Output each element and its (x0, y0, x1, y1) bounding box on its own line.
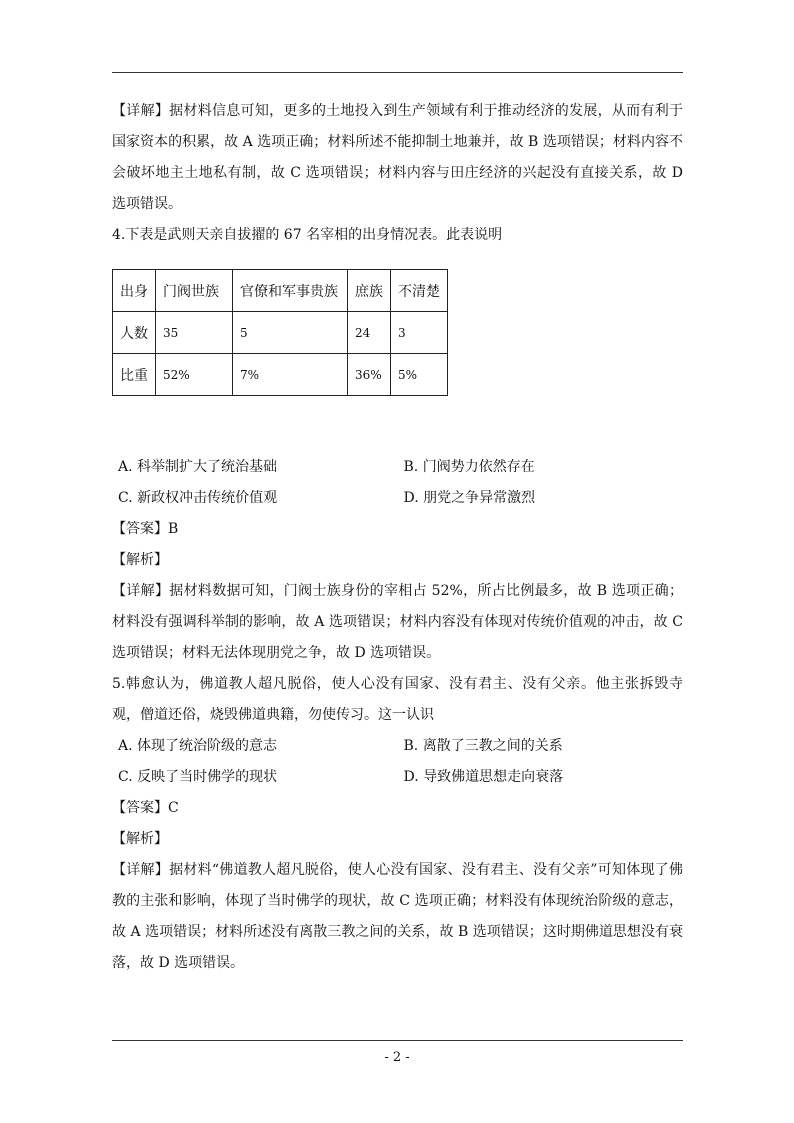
table-cell: 35 (156, 312, 233, 354)
q5-analysis-label: 【解析】 (112, 831, 168, 847)
header-rule (112, 72, 683, 73)
q5-options (112, 731, 683, 793)
table-header-cell: 不清楚 (391, 270, 448, 312)
q3-detail-text: 据材料信息可知，更多的土地投入到生产领域有利于推动经济的发展，从而有利于国家资本的积累，故 A 选项正确；材料所述不能抑制土地兼并，故 B 选项错误；材料内容不会破坏地主土地私有制，故 C 选项错误；材料内容与田庄经济的兴起没有直接关系，故 D 选项错误。 (112, 103, 684, 212)
q5-option-d: D. 导致佛道思想走向衰落 (403, 769, 564, 785)
table-cell: 24 (348, 312, 391, 354)
table-cell: 7% (233, 354, 348, 396)
table-header-cell: 庶族 (348, 270, 391, 312)
page-number: - 2 - (384, 1050, 410, 1065)
table-header-cell: 出身 (113, 270, 156, 312)
q4-detail (112, 576, 683, 669)
q5-option-c: C. 反映了当时佛学的现状 (118, 769, 278, 785)
q4-origin-table (112, 269, 448, 396)
table-cell: 36% (348, 354, 391, 396)
document-body (112, 96, 683, 979)
q5-detail-label: 【详解】 (112, 862, 170, 878)
q4-option-a: A. 科举制扩大了统治基础 (118, 459, 278, 475)
q5-option-a: A. 体现了统治阶级的意志 (118, 738, 278, 754)
footer-rule (112, 1040, 683, 1041)
q5-detail-text: 据材料“佛道教人超凡脱俗，使人心没有国家、没有君主、没有父亲”可知体现了佛教的主张和影响，体现了当时佛学的现状，故 C 选项正确；材料没有体现统治阶级的意志，故 A 选项错误；材料所述没有离散三教之间的关系，故 B 选项错误；这时期佛道思想没有衰落，故 D 选项错误。 (112, 862, 684, 971)
q5-stem: 5.韩愈认为，佛道教人超凡脱俗，使人心没有国家、没有君主、没有父亲。他主张拆毁寺观，僧道还俗，烧毁佛道典籍，勿使传习。这一认识 (112, 676, 683, 723)
table-row (113, 312, 448, 354)
q4-options (112, 452, 683, 514)
q4-detail-label: 【详解】 (112, 583, 170, 599)
table-row (113, 354, 448, 396)
table-cell: 比重 (113, 354, 156, 396)
table-header-cell: 门阀世族 (156, 270, 233, 312)
table-cell: 5% (391, 354, 448, 396)
table-header-row (113, 270, 448, 312)
q5-answer: 【答案】C (112, 800, 179, 816)
q4-stem: 4.下表是武则天亲自拔擢的 67 名宰相的出身情况表。此表说明 (112, 227, 503, 243)
q3-detail (112, 96, 683, 220)
q4-answer: 【答案】B (112, 521, 179, 537)
table-cell: 3 (391, 312, 448, 354)
table-cell: 5 (233, 312, 348, 354)
q4-option-d: D. 朋党之争异常激烈 (403, 490, 536, 506)
q5-detail (112, 855, 683, 979)
q4-option-c: C. 新政权冲击传统价值观 (118, 490, 278, 506)
q5-option-b: B. 离散了三教之间的关系 (403, 738, 563, 754)
q4-option-b: B. 门阀势力依然存在 (403, 459, 535, 475)
table-cell: 52% (156, 354, 233, 396)
q4-analysis-label: 【解析】 (112, 552, 168, 568)
q3-detail-label: 【详解】 (112, 103, 170, 119)
q4-detail-text: 据材料数据可知，门阀士族身份的宰相占 52%，所占比例最多，故 B 选项正确；材料没有强调科举制的影响，故 A 选项错误；材料内容没有体现对传统价值观的冲击，故 C 选项错误；材料无法体现朋党之争，故 D 选项错误。 (112, 583, 683, 661)
table-header-cell: 官僚和军事贵族 (233, 270, 348, 312)
table-cell: 人数 (113, 312, 156, 354)
